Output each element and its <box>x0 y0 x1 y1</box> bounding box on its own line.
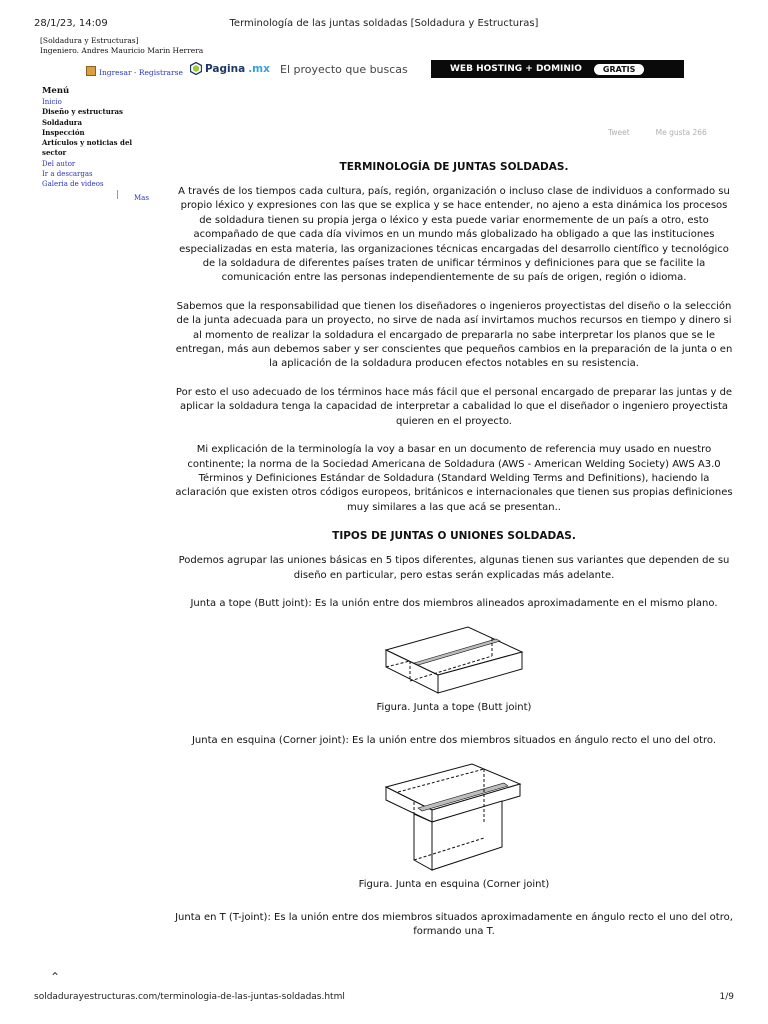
corner-joint-caption: Figura. Junta en esquina (Corner joint) <box>358 879 550 891</box>
butt-joint-text: Junta a tope (Butt joint): Es la unión entre dos miembros alineados aproximadamente en el mismo plano. <box>190 597 718 609</box>
print-title: Terminología de las juntas soldadas [Soldadura y Estructuras] <box>229 18 539 29</box>
paragraph: Sabemos que la responsabilidad que tienen los diseñadores o ingenieros proyectistas del diseño o la selección de la junta adecuada para un proyecto, no sirve de nada así invirtamos muchos recursos en tiempo y dinero si al momento de realizar la soldadura el encargado de prepararla no sabe interpretar los planos que se le entregan, más aun debemos saber y ser conscientes que pequeños cambios en la preparación de la junta o en la aplicación de la soldadura producen efectos notables en su resistencia. <box>175 300 733 370</box>
print-header <box>34 18 734 32</box>
ad-logo-suffix: .mx <box>248 62 270 75</box>
ad-badge: GRATIS <box>594 64 645 75</box>
t-joint-text: Junta en T (T-joint): Es la unión entre dos miembros situados aproximadamente en ángulo recto el uno del otro, formando una T. <box>175 911 733 937</box>
more-link[interactable]: Mas <box>134 194 149 202</box>
article-title: TERMINOLOGÍA DE JUNTAS SOLDADAS. <box>339 161 569 173</box>
ad-banner-text: WEB HOSTING + DOMINIO <box>450 64 582 74</box>
section-title: TIPOS DE JUNTAS O UNIONES SOLDADAS. <box>332 530 576 543</box>
login-label: Ingresar - Registrarse <box>99 68 183 77</box>
intro-paragraph: Podemos agrupar las uniones básicas en 5 tipos diferentes, algunas tienen sus variantes que dependen de su diseño en particular, pero estas serán explicadas más adelante. <box>178 555 730 581</box>
sidebar-item-inspeccion[interactable]: Inspección <box>42 127 85 137</box>
sidebar-item-articulos[interactable]: Artículos y noticias del sector <box>42 138 133 158</box>
corner-joint-figure <box>384 762 524 872</box>
ad-logo[interactable] <box>190 62 270 75</box>
article <box>174 160 734 953</box>
menu-title: Menú <box>42 86 70 96</box>
sidebar-item-autor[interactable]: Del autor <box>42 159 76 168</box>
site-author: Ingeniero. Andres Mauricio Marin Herrera <box>40 46 204 55</box>
sidebar-item-diseno[interactable]: Diseño y estructuras <box>42 107 123 117</box>
sidebar-menu <box>42 85 157 202</box>
sidebar-item-videos[interactable]: Galeria de videos <box>42 180 104 189</box>
sidebar-item-soldadura[interactable]: Soldadura <box>42 117 83 127</box>
paragraph: A través de los tiempos cada cultura, país, región, organización o incluso clase de individuos a conformado su propio léxico y expresiones con las que se explica y se hace entender, no ajeno a esta dinámica los procesos de soldadura tienen su propia jerga o léxico y esta puede variar enormemente de un país a otro, esto acompañado de que cada día vivimos en un mundo más globalizado ha obligado a que las instituciones especializadas en esta materia, las organizaciones técnicas encargadas del desarrollo científico y tecnológico de la soldadura de diferentes países traten de unificar términos y definiciones para que se facilite la comunicación entre las personas independientemente de su país de origen, región o idioma. <box>178 186 730 284</box>
site-name: [Soldadura y Estructuras] <box>40 36 139 45</box>
page-number: 1/9 <box>719 992 734 1002</box>
sidebar-item-inicio[interactable]: Inicio <box>42 98 62 106</box>
page-url: soldadurayestructuras.com/terminologia-de-las-juntas-soldadas.html <box>34 992 345 1002</box>
corner-joint-text: Junta en esquina (Corner joint): Es la unión entre dos miembros situados en ángulo recto el uno del otro. <box>191 734 717 746</box>
divider <box>117 190 118 199</box>
top-bar <box>80 60 700 80</box>
scroll-up-icon[interactable]: ⌃ <box>49 970 61 984</box>
butt-joint-figure <box>384 625 524 695</box>
login-link[interactable] <box>86 66 183 77</box>
user-icon <box>86 66 96 76</box>
ad-banner[interactable] <box>431 60 684 78</box>
butt-joint-caption: Figura. Junta a tope (Butt joint) <box>376 702 532 714</box>
site-header <box>40 36 203 56</box>
paragraph: Mi explicación de la terminología la voy a basar en un documento de referencia muy usado en nuestro continente; la norma de la Sociedad Americana de Soldadura (AWS - American Welding Society) AWS A3.0 Términos y Definiciones Estándar de Soldadura (Standard Welding Terms and Definitions), haciendo la aclaración que existen otros códigos europeos, británicos e internacionales que tienen sus propias definiciones muy similares a las que acá se presentan.. <box>175 444 733 513</box>
like-button[interactable]: Me gusta 266 <box>655 128 707 137</box>
social-buttons <box>608 128 707 137</box>
ad-logo-name: Pagina <box>205 62 246 75</box>
hexagon-logo-icon <box>190 62 202 75</box>
paragraph: Por esto el uso adecuado de los términos hace más fácil que el personal encargado de preparar las juntas y de aplicar la soldadura tenga la capacidad de interpretar a cabalidad lo que el diseñador o ingeniero proyectista quieren en el proyecto. <box>175 386 733 427</box>
tweet-button[interactable]: Tweet <box>608 128 630 137</box>
print-date: 28/1/23, 14:09 <box>34 18 108 29</box>
ad-text[interactable]: El proyecto que buscas <box>280 63 408 76</box>
sidebar-item-descargas[interactable]: Ir a descargas <box>42 170 93 179</box>
